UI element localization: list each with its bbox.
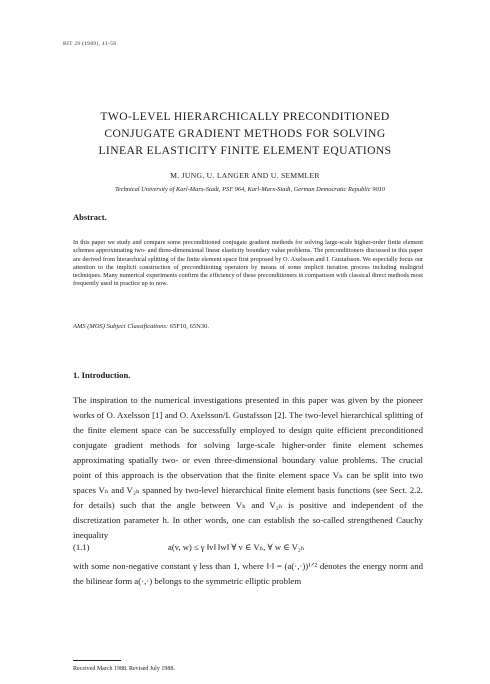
ams-codes: 65F10, 65N30.	[169, 323, 209, 330]
title-line-3: LINEAR ELASTICITY FINITE ELEMENT EQUATIONS	[98, 144, 392, 157]
body-paragraph-2: with some non-negative constant γ less than 1, where ‖·‖ = (a(·,·))¹ᐟ² denotes the energy norm and the bilinear form a(·,·) belongs to the symmetric elliptic problem	[73, 561, 423, 586]
title-line-1: TWO-LEVEL HIERARCHICALLY PRECONDITIONED	[100, 110, 390, 123]
section-heading: 1. Introduction.	[73, 370, 131, 380]
abstract-text: In this paper we study and compare some preconditioned conjugate gradient methods for solving large-scale higher-order finite element schemes approximating two- and three-dimensional linear elasticity boundary value problems. The preconditioners discussed in this paper are derived from hierarchical splitting of the finite element space first proposed by O. Axelsson and I. Gustafsson. We especially focus our attention to the implicit construction of preconditioning operators by means of some implicit iteration process including multigrid techniques. Many numerical experiments confirm the efficiency of these preconditioners in comparison with classical direct methods most frequently used in practice up to now.	[73, 239, 423, 288]
ams-label: AMS (MOS) Subject Classifications:	[73, 323, 169, 330]
received-date: Received March 1988. Revised July 1988.	[73, 666, 175, 672]
abstract-heading: Abstract.	[73, 212, 107, 222]
equation-number: (1.1)	[73, 542, 90, 552]
equation-body: a(v, w) ≤ γ ‖v‖ ‖w‖ ∀ v ∈ Vₕ, ∀ w ∈ V₂ₕ	[168, 542, 305, 552]
footnote-rule	[73, 660, 121, 661]
body-paragraph-1: The inspiration to the numerical investigations presented in this paper was given by the pioneer works of O. Axelsson [1] and O. Axelsson/I. Gustafsson [2]. The two-level hierarchical splitting of the finite element space can be successfully employed to design quite efficient preconditioned conjugate gradient methods for solving large-scale higher-order finite element schemes approximating spatially two- or even three-dimensional boundary value problems. The crucial point of this approach is the observation that the finite element space Vₕ can be split into two spaces Vₕ and V₂ₕ spanned by two-level hierarchical finite element basis functions (see Sect. 2.2. for details) such that the angle between Vₕ and V₂ₕ is positive and independent of the discretization parameter h. In other words, one can establish the so-called strengthened Cauchy inequality	[73, 395, 423, 540]
authors: M. JUNG, U. LANGER AND U. SEMMLER	[170, 171, 320, 180]
affiliation: Technical University of Karl-Marx-Stadt, PSF 964, Karl-Marx-Stadt, German Democratic Republic 9010	[114, 186, 386, 193]
paper-title	[40, 108, 450, 159]
ams-classification	[73, 323, 209, 330]
equation-1-1	[73, 542, 423, 556]
journal-reference: BIT 29 (1989), 41-58	[63, 41, 117, 47]
title-line-2: CONJUGATE GRADIENT METHODS FOR SOLVING	[104, 127, 386, 140]
